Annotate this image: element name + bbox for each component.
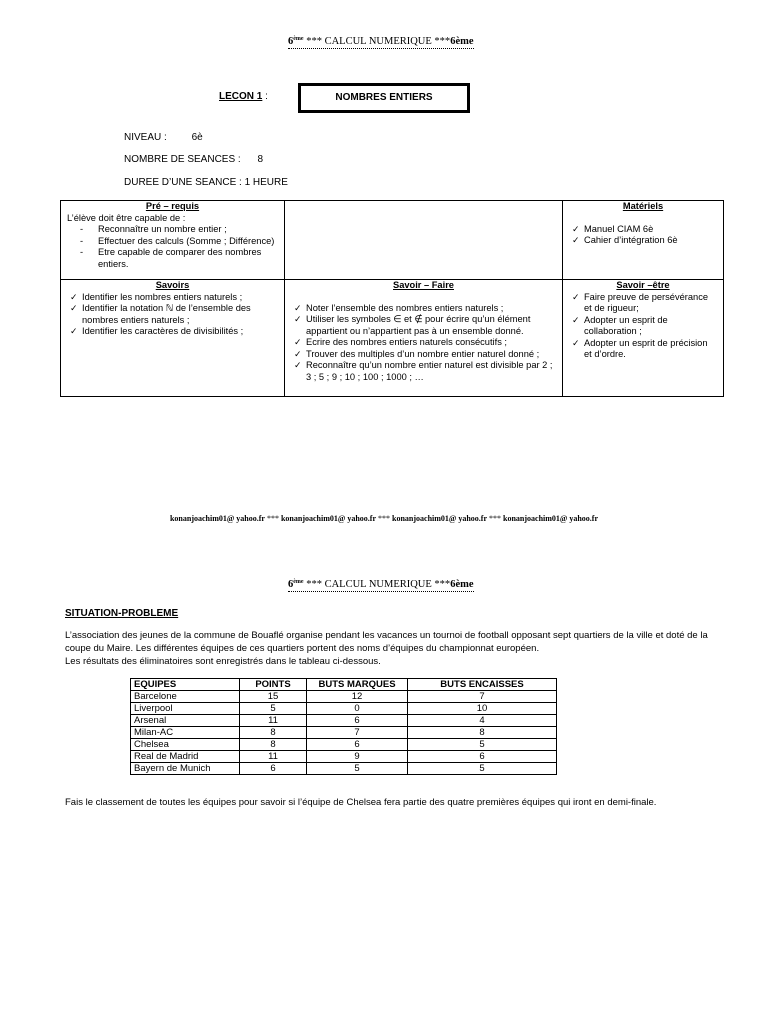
team-cell: Chelsea: [131, 739, 240, 751]
goals-against-cell: 10: [408, 703, 557, 715]
savoirs-item: ✓ Identifier la notation ℕ de l’ensemble des nombres entiers naturels ;: [67, 303, 278, 326]
seances-value: 8: [257, 154, 264, 165]
lecon-label: LECON 1: [219, 91, 263, 102]
goals-against-cell: 7: [408, 691, 557, 703]
prerequis-item: - Etre capable de comparer des nombres entiers.: [67, 247, 278, 270]
team-cell: Bayern de Munich: [131, 763, 240, 775]
savoir-etre-list: [569, 292, 717, 361]
team-cell: Barcelone: [131, 691, 240, 703]
table-row: [131, 739, 557, 751]
column-header: EQUIPES: [131, 679, 240, 691]
lesson-table: [60, 200, 724, 397]
team-cell: Milan-AC: [131, 727, 240, 739]
goals-for-cell: 7: [307, 727, 408, 739]
empty-cell: [285, 201, 563, 280]
header-grade: 6: [288, 579, 294, 590]
goals-for-cell: 6: [307, 715, 408, 727]
question-text: Fais le classement de toutes les équipes pour savoir si l’équipe de Chelsea fera partie des quatre premières équipes qui iront en demi-finale.: [65, 797, 657, 808]
table-row: [131, 763, 557, 775]
prerequis-cell: [61, 201, 285, 280]
savoirs-cell: [61, 280, 285, 397]
points-cell: 15: [240, 691, 307, 703]
materiels-item: ✓ Manuel CIAM 6è: [569, 224, 717, 236]
goals-against-cell: 8: [408, 727, 557, 739]
goals-for-cell: 0: [307, 703, 408, 715]
lecon-label-line: [219, 91, 268, 102]
page2-header: [288, 576, 474, 592]
materiels-cell: [563, 201, 724, 280]
savoir-faire-item: ✓ Reconnaître qu’un nombre entier naturel est divisible par 2 ; 3 ; 5 ; 9 ; 10 ; 100 ; 1000 ; …: [291, 360, 556, 383]
lesson-table-row-1: [61, 201, 724, 280]
points-cell: 11: [240, 715, 307, 727]
email-footer: [0, 514, 768, 523]
team-cell: Arsenal: [131, 715, 240, 727]
goals-against-cell: 5: [408, 763, 557, 775]
team-cell: Real de Madrid: [131, 751, 240, 763]
footer-separator: ***: [376, 514, 392, 523]
footer-separator: ***: [487, 514, 504, 523]
header-grade-sup: ème: [293, 579, 304, 585]
points-cell: 11: [240, 751, 307, 763]
niveau-value: 6è: [191, 132, 203, 143]
seances-line: [124, 154, 263, 165]
savoir-faire-item: ✓ Trouver des multiples d’un nombre entier naturel donné ;: [291, 349, 556, 361]
lecon-title: NOMBRES ENTIERS: [335, 92, 433, 103]
table-row: [131, 691, 557, 703]
column-header: BUTS MARQUES: [307, 679, 408, 691]
email-text: konanjoachim01@ yahoo.fr: [280, 514, 376, 523]
savoir-faire-list: [291, 303, 556, 384]
header-grade: 6: [288, 36, 294, 47]
results-table: [130, 678, 557, 775]
footer-separator: ***: [264, 514, 281, 523]
page-header: [288, 33, 474, 49]
email-text: konanjoachim01@ yahoo.fr: [169, 514, 265, 523]
materiels-item: ✓ Cahier d’intégration 6è: [569, 235, 717, 247]
savoirs-list: [67, 292, 278, 338]
savoir-faire-cell: [285, 280, 563, 397]
goals-against-cell: 4: [408, 715, 557, 727]
lecon-title-box: [298, 83, 470, 113]
goals-for-cell: 9: [307, 751, 408, 763]
table-row: [131, 703, 557, 715]
points-cell: 8: [240, 727, 307, 739]
goals-against-cell: 6: [408, 751, 557, 763]
materiels-list: [569, 224, 717, 247]
prerequis-title: Pré – requis: [145, 201, 200, 211]
header-level: 6ème: [450, 36, 474, 47]
savoir-etre-title: Savoir –être: [616, 280, 670, 290]
niveau-line: [124, 132, 203, 143]
email-text: konanjoachim01@ yahoo.fr: [392, 514, 488, 523]
savoirs-item: ✓ Identifier les nombres entiers naturels ;: [67, 292, 278, 304]
table-row: [131, 727, 557, 739]
seances-label: NOMBRE DE SEANCES :: [124, 154, 241, 165]
table-row: [131, 715, 557, 727]
materiels-title: Matériels: [622, 201, 664, 211]
prerequis-list: [67, 224, 278, 270]
prerequis-item: - Effectuer des calculs (Somme ; Différence): [67, 236, 278, 248]
savoir-faire-item: ✓ Ecrire des nombres entiers naturels consécutifs ;: [291, 337, 556, 349]
table-row: [131, 751, 557, 763]
savoir-etre-item: ✓ Adopter un esprit de précision et d’ordre.: [569, 338, 717, 361]
prerequis-item: - Reconnaître un nombre entier ;: [67, 224, 278, 236]
points-cell: 8: [240, 739, 307, 751]
team-cell: Liverpool: [131, 703, 240, 715]
duree-line: DUREE D’UNE SEANCE : 1 HEURE: [124, 177, 288, 188]
savoir-etre-item: ✓ Faire preuve de persévérance et de rigueur;: [569, 292, 717, 315]
lesson-table-row-2: [61, 280, 724, 397]
goals-for-cell: 6: [307, 739, 408, 751]
header-subject: *** CALCUL NUMERIQUE ***: [303, 36, 451, 47]
header-subject: *** CALCUL NUMERIQUE ***: [303, 579, 451, 590]
savoir-faire-item: ✓ Noter l’ensemble des nombres entiers naturels ;: [291, 303, 556, 315]
goals-against-cell: 5: [408, 739, 557, 751]
savoir-etre-cell: [563, 280, 724, 397]
savoir-etre-item: ✓ Adopter un esprit de collaboration ;: [569, 315, 717, 338]
email-text: konanjoachim01@ yahoo.fr: [503, 514, 599, 523]
niveau-label: NIVEAU :: [124, 132, 167, 143]
savoirs-item: ✓ Identifier les caractères de divisibilités ;: [67, 326, 278, 338]
prerequis-intro: L’élève doit être capable de :: [67, 212, 186, 223]
savoirs-title: Savoirs: [155, 280, 190, 290]
column-header: BUTS ENCAISSES: [408, 679, 557, 691]
header-level: 6ème: [450, 579, 474, 590]
lecon-colon: :: [262, 91, 268, 102]
situation-text: L’association des jeunes de la commune de Bouaflé organise pendant les vacances un tournoi de football opposant sept quartiers de la ville et doté de la coupe du Maire. Les différentes équipes de ces quartiers portent des noms d’équipes du championnat européen.: [65, 630, 708, 654]
goals-for-cell: 12: [307, 691, 408, 703]
header-grade-sup: ème: [293, 36, 304, 42]
results-header-row: [131, 679, 557, 691]
column-header: POINTS: [240, 679, 307, 691]
points-cell: 6: [240, 763, 307, 775]
situation-paragraph: [65, 629, 715, 668]
situation-title: SITUATION-PROBLEME: [65, 608, 179, 619]
situation-text-2: Les résultats des éliminatoires sont enregistrés dans le tableau ci-dessous.: [65, 656, 381, 667]
goals-for-cell: 5: [307, 763, 408, 775]
savoir-faire-title: Savoir – Faire: [393, 280, 454, 290]
savoir-faire-item: ✓ Utiliser les symboles ∈ et ∉ pour écrire qu’un élément appartient ou n’appartient pas à un ensemble donné.: [291, 314, 556, 337]
points-cell: 5: [240, 703, 307, 715]
